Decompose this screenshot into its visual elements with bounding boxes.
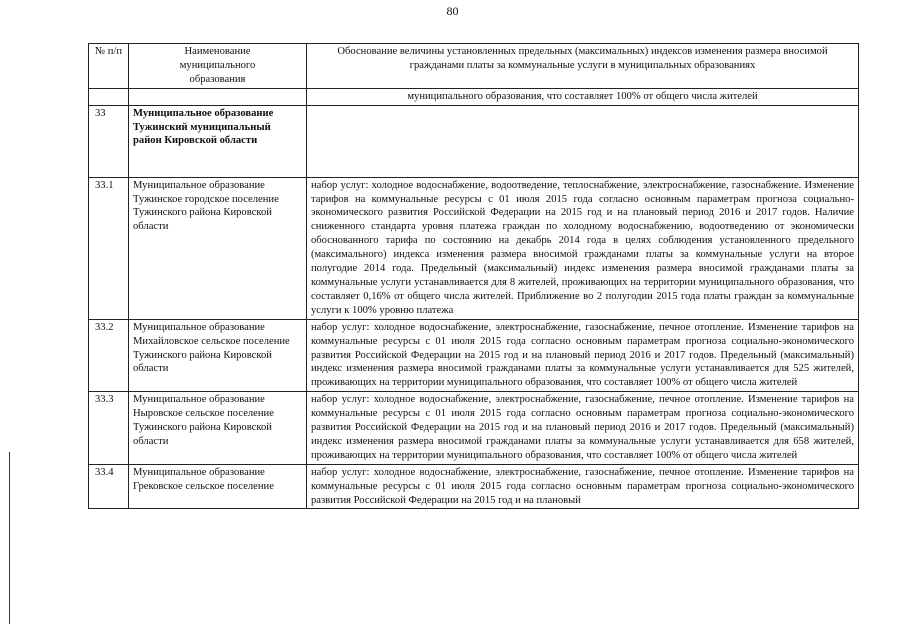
row-text: набор услуг: холодное водоснабжение, электроснабжение, газоснабжение, печное отопление. Изменение тарифов на коммунальные ресурсы с 01 июля 2015 года согласно основным параметрам прогноза социально-экономического развития Российской Федерации на 2015 год и на плановый период 2016 и 2017 годов. Предельный (максимальный) индекс изменения размера вносимой гражданами платы за коммунальные услуги устанавливается для 658 жителей, проживающих на территории муниципального образования, что составляет 100% от общего числа жителей	[307, 392, 859, 465]
row-text: набор услуг: холодное водоснабжение, водоотведение, теплоснабжение, электроснабжение, газоснабжение. Изменение тарифов на коммунальные ресурсы с 01 июля 2015 года согласно основным параметрам прогноза социально-экономического развития Российской Федерации на 2015 год и на плановый период 2016 и 2017 годов. Наличие сниженного стандарта уровня платежа граждан по холодному водоснабжению, водоотведению от экономически обоснованного тарифа по состоянию на декабрь 2014 года в целях соблюдения установленного предельного (максимального) индекса изменения размера вносимой гражданами платы за коммунальные услуги на второе полугодие 2014 года. Предельный (максимальный) индекс изменения размера вносимой гражданами платы за коммунальные услуги устанавливается для 8 жителей, проживающих на территории муниципального образования, что составляет 0,16% от общего числа жителей. Приближение во 2 полугодии 2015 года платы граждан за коммунальные услуги к 100% уровню платежа	[307, 177, 859, 319]
row-number: 33.2	[89, 319, 129, 392]
page-number: 80	[446, 4, 459, 18]
row-number: 33.1	[89, 177, 129, 319]
table-row	[89, 105, 859, 177]
continuation-row	[89, 88, 859, 105]
header-name: Наименование муниципального образования	[129, 44, 307, 89]
row-number: 33.4	[89, 464, 129, 509]
row-text: набор услуг: холодное водоснабжение, электроснабжение, газоснабжение, печное отопление. Изменение тарифов на коммунальные ресурсы с 01 июля 2015 года согласно основным параметрам прогноза социально-экономического развития Российской Федерации на 2015 год и на плановый период 2016 и 2017 годов. Предельный (максимальный) индекс изменения размера вносимой гражданами платы за коммунальные услуги устанавливается для 525 жителей, проживающих на территории муниципального образования, что составляет 100% от общего числа жителей	[307, 319, 859, 392]
row-name: Муниципальное образование Грековское сельское поселение	[129, 464, 307, 509]
header-number: № п/п	[89, 44, 129, 89]
tariff-table	[88, 43, 859, 509]
row-text	[307, 105, 859, 177]
row-name: Муниципальное образование Тужинское городское поселение Тужинского района Кировской области	[129, 177, 307, 319]
table-row	[89, 392, 859, 465]
continuation-text: муниципального образования, что составляет 100% от общего числа жителей	[307, 88, 859, 105]
table-row	[89, 177, 859, 319]
row-number: 33.3	[89, 392, 129, 465]
row-text: набор услуг: холодное водоснабжение, электроснабжение, газоснабжение, печное отопление. Изменение тарифов на коммунальные ресурсы с 01 июля 2015 года согласно основным параметрам прогноза социально-экономического развития Российской Федерации на 2015 год и на плановый	[307, 464, 859, 509]
row-number: 33	[89, 105, 129, 177]
margin-rule	[9, 452, 10, 624]
row-name: Муниципальное образование Михайловское сельское поселение Тужинского района Кировской области	[129, 319, 307, 392]
table-row	[89, 319, 859, 392]
row-name: Муниципальное образование Тужинский муниципальный район Кировской области	[129, 105, 307, 177]
table-header-row	[89, 44, 859, 89]
row-name: Муниципальное образование Ныровское сельское поселение Тужинского района Кировской области	[129, 392, 307, 465]
table-row	[89, 464, 859, 509]
header-reason: Обоснование величины установленных предельных (максимальных) индексов изменения размера вносимой гражданами платы за коммунальные услуги в муниципальных образованиях	[307, 44, 859, 89]
